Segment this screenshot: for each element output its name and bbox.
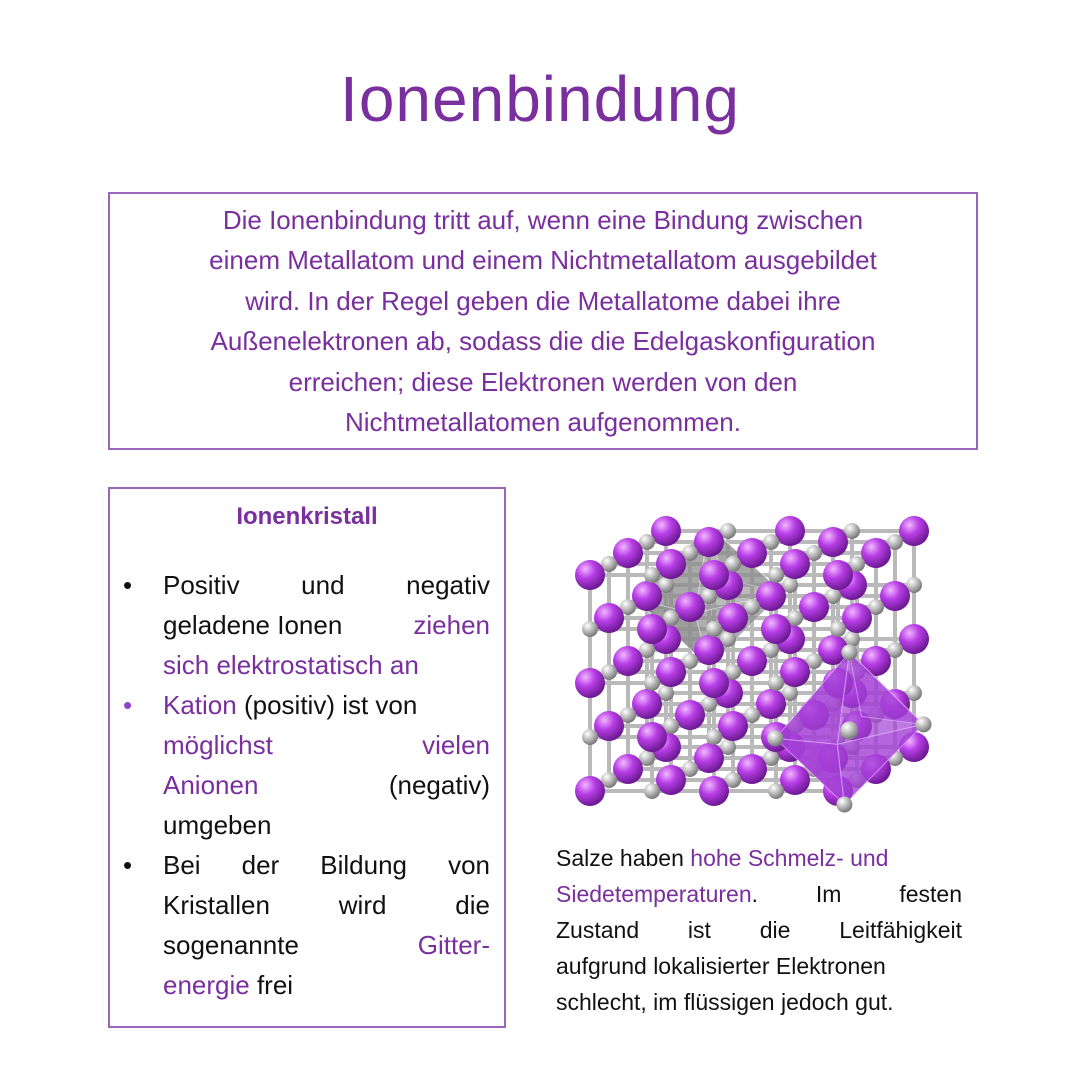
salt-properties-text — [556, 840, 962, 1020]
salt-highlight: hohe Schmelz- und — [690, 845, 889, 871]
cation-sphere — [768, 675, 784, 691]
bullet-text: frei — [249, 970, 294, 1000]
anion-sphere — [699, 776, 729, 806]
crystal-bullet-list — [110, 565, 504, 1005]
anion-sphere — [737, 754, 767, 784]
anion-sphere — [818, 527, 848, 557]
bullet-highlight: vielen — [422, 730, 490, 760]
anion-sphere — [780, 549, 810, 579]
anion-sphere — [699, 668, 729, 698]
intro-line: einem Metallatom und einem Nichtmetallatom ausgebildet — [209, 245, 877, 275]
cation-sphere — [830, 621, 846, 637]
bullet-item-cation — [110, 685, 504, 845]
bullet-highlight: ziehen — [413, 610, 490, 640]
anion-sphere — [613, 538, 643, 568]
cation-sphere — [644, 783, 660, 799]
intro-box — [108, 192, 978, 450]
crystal-heading: Ionenkristall — [236, 503, 378, 530]
anion-sphere — [899, 624, 929, 654]
anion-sphere — [799, 592, 829, 622]
salt-text: Zustand — [556, 917, 640, 943]
bullet-highlight: Gitter- — [417, 930, 490, 960]
anion-sphere — [694, 635, 724, 665]
anion-sphere — [675, 592, 705, 622]
anion-sphere — [594, 603, 624, 633]
anion-sphere — [651, 516, 681, 546]
intro-line: erreichen; diese Elektronen werden von den — [288, 366, 798, 397]
bullet-text: Bei — [163, 850, 201, 880]
cation-sphere — [916, 716, 932, 732]
anion-sphere — [632, 581, 662, 611]
anion-sphere — [575, 776, 605, 806]
anion-sphere — [675, 700, 705, 730]
anion-sphere — [613, 646, 643, 676]
anion-sphere — [861, 538, 891, 568]
bullet-icon: • — [123, 690, 133, 720]
cation-sphere — [836, 797, 852, 813]
bullet-text: Kristallen — [163, 890, 270, 920]
salt-text: die — [759, 917, 791, 943]
cation-sphere — [840, 721, 858, 739]
anion-sphere — [780, 657, 810, 687]
bullet-text: die — [455, 890, 490, 920]
ionic-crystal-box — [108, 487, 506, 1028]
cation-sphere — [582, 621, 598, 637]
salt-text: schlecht, im flüssigen jedoch gut. — [556, 989, 894, 1015]
bullet-highlight: möglichst — [163, 730, 273, 760]
anion-sphere — [699, 560, 729, 590]
cation-sphere — [767, 730, 783, 746]
ionic-crystal-lattice-image — [535, 455, 985, 825]
bullet-icon: • — [123, 850, 133, 880]
anion-sphere — [842, 603, 872, 633]
cation-sphere — [768, 567, 784, 583]
salt-text: Im — [815, 881, 842, 907]
anion-sphere — [575, 668, 605, 698]
anion-sphere — [637, 614, 667, 644]
bullet-item-lattice-energy — [110, 845, 504, 1005]
bullet-text: negativ — [406, 570, 490, 600]
anion-sphere — [780, 765, 810, 795]
bullet-text: (negativ) — [388, 770, 490, 800]
bullet-text: wird — [338, 890, 387, 920]
anion-sphere — [656, 657, 686, 687]
bullet-text: und — [301, 570, 345, 600]
intro-line: Die Ionenbindung tritt auf, wenn eine Bindung zwischen — [222, 204, 864, 235]
salt-text: Leitfähigkeit — [839, 917, 962, 943]
intro-line: Außenelektronen ab, sodass die die Edelgaskonfiguration — [210, 326, 876, 356]
anion-sphere — [594, 711, 624, 741]
bullet-highlight: energie — [163, 970, 250, 1000]
intro-text — [209, 200, 877, 443]
anion-sphere — [737, 538, 767, 568]
anion-sphere — [756, 689, 786, 719]
anion-sphere — [718, 603, 748, 633]
cation-sphere — [582, 729, 598, 745]
bullet-text: Positiv — [163, 570, 240, 600]
anion-sphere — [656, 549, 686, 579]
anion-sphere — [823, 560, 853, 590]
bullet-item-attraction — [110, 565, 504, 685]
bullet-text: (positiv) ist von — [236, 690, 418, 720]
anion-sphere — [632, 689, 662, 719]
salt-text: aufgrund lokalisierter Elektronen — [556, 953, 886, 979]
cation-sphere — [644, 675, 660, 691]
cation-sphere — [706, 729, 722, 745]
bullet-text: Bildung — [320, 850, 408, 880]
anion-sphere — [718, 711, 748, 741]
bullet-text: der — [241, 850, 280, 880]
bullet-highlight: Anionen — [163, 770, 259, 800]
anion-sphere — [880, 581, 910, 611]
salt-text: ist — [687, 917, 711, 943]
intro-line: wird. In der Regel geben die Metallatome dabei ihre — [245, 285, 841, 316]
salt-text: Salze haben — [556, 845, 691, 871]
anion-sphere — [656, 765, 686, 795]
cation-sphere — [768, 783, 784, 799]
bullet-text: sogenannte — [163, 930, 299, 960]
salt-highlight: Siedetemperaturen — [556, 881, 752, 907]
anion-sphere — [613, 754, 643, 784]
cation-sphere — [841, 644, 857, 660]
anion-sphere — [761, 614, 791, 644]
anion-sphere — [694, 743, 724, 773]
anion-sphere — [756, 581, 786, 611]
bullet-text: von — [448, 850, 490, 880]
cation-sphere — [706, 621, 722, 637]
anion-sphere — [737, 646, 767, 676]
bullet-highlight: sich elektrostatisch an — [163, 650, 419, 680]
bullet-text: geladene Ionen — [163, 610, 343, 640]
page-title: Ionenbindung — [340, 63, 740, 135]
bullet-icon: • — [123, 570, 133, 600]
intro-line: Nichtmetallatomen aufgenommen. — [345, 407, 741, 437]
anion-sphere — [775, 516, 805, 546]
bullet-text: umgeben — [163, 810, 272, 840]
salt-text: festen — [899, 881, 962, 907]
bullet-highlight: Kation — [163, 690, 237, 720]
anion-sphere — [575, 560, 605, 590]
anion-sphere — [694, 527, 724, 557]
salt-text: . — [751, 881, 759, 907]
anion-sphere — [637, 722, 667, 752]
anion-sphere — [899, 516, 929, 546]
cation-sphere — [644, 567, 660, 583]
